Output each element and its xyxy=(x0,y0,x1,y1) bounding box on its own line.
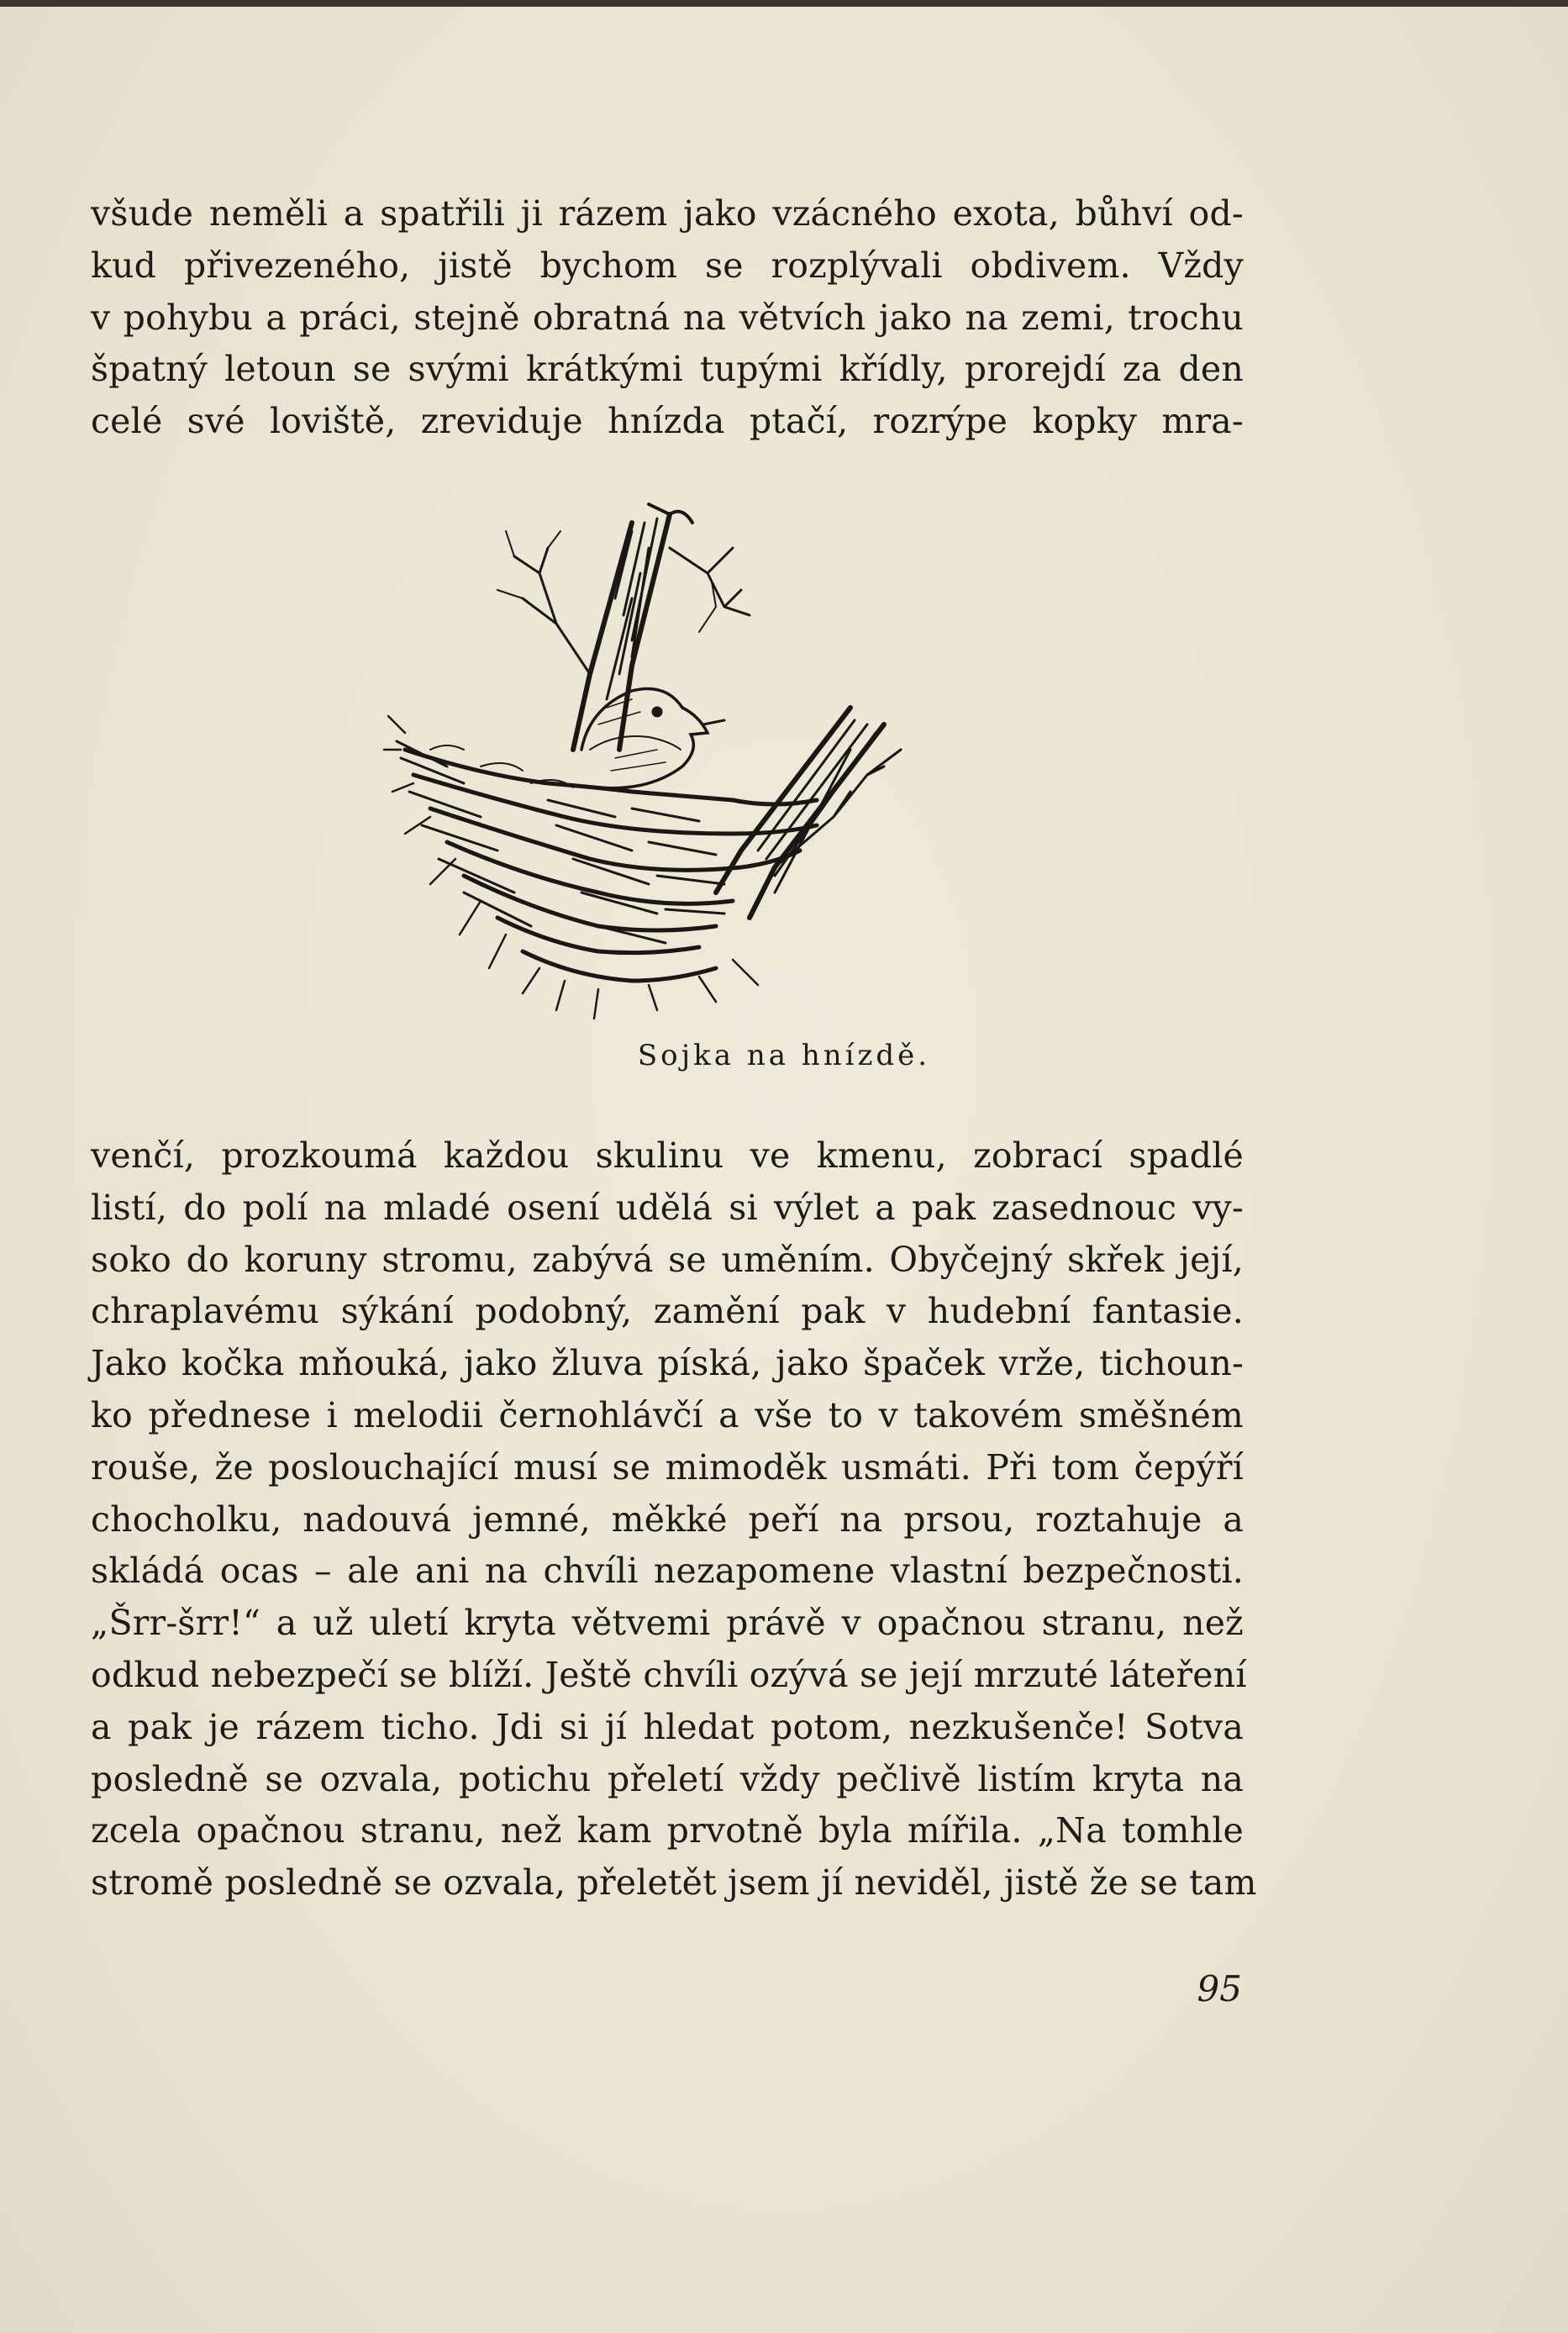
text-line: skládá ocas – ale ani na chvíli nezapomene vlastní bezpečnosti. xyxy=(91,1551,1244,1592)
text-line: venčí, prozkoumá každou skulinu ve kmenu, zobrací spadlé xyxy=(91,1135,1244,1176)
text-line: soko do koruny stromu, zabývá se uměním. Obyčejný skřek její, xyxy=(91,1239,1244,1280)
text-line: posledně se ozvala, potichu přeletí vždy pečlivě listím kryta na xyxy=(91,1758,1244,1799)
text-line: Jako kočka mňouká, jako žluva píská, jako špaček vrže, tichoun- xyxy=(91,1343,1244,1384)
text-line: rouše, že poslouchající musí se mimoděk usmáti. Při tom čepýří xyxy=(91,1446,1244,1488)
text-line: a pak je rázem ticho. Jdi si jí hledat potom, nezkušenče! Sotva xyxy=(91,1706,1244,1747)
text-line: v pohybu a práci, stejně obratná na větvích jako na zemi, trochu xyxy=(91,297,1244,338)
text-line: všude neměli a spatřili ji rázem jako vzácného exota, bůhví od- xyxy=(91,193,1244,234)
text-line: „Šrr-šrr!“ a už uletí kryta větvemi právě v opačnou stranu, než xyxy=(91,1603,1244,1644)
paragraph-top xyxy=(91,188,1244,448)
text-line: chocholku, nadouvá jemné, měkké peří na prsou, roztahuje a xyxy=(91,1498,1244,1540)
page-top-edge xyxy=(0,0,1568,7)
text-line: kud přivezeného, jistě bychom se rozplývali obdivem. Vždy xyxy=(91,245,1244,286)
illustration-caption: Sojka na hnízdě. xyxy=(637,1039,931,1072)
jay-nest-icon xyxy=(380,498,968,1035)
page-number: 95 xyxy=(1197,1968,1242,2009)
text-line: listí, do polí na mladé osení udělá si výlet a pak zasednouc vy- xyxy=(91,1187,1244,1228)
text-line: špatný letoun se svými krátkými tupými křídly, prorejdí za den xyxy=(91,349,1244,390)
text-line: odkud nebezpečí se blíží. Ještě chvíli ozývá se její mrzuté láteření xyxy=(91,1654,1247,1695)
text-line: stromě posledně se ozvala, přeletět jsem jí neviděl, jistě že se tam xyxy=(91,1862,1257,1904)
text-line: chraplavému sýkání podobný, zamění pak v hudební fantasie. xyxy=(91,1291,1244,1332)
text-line: ko přednese i melodii černohlávčí a vše to v takovém směšném xyxy=(91,1394,1244,1435)
text-line: celé své loviště, zreviduje hnízda ptačí, rozrýpe kopky mra- xyxy=(91,401,1244,442)
text-line: zcela opačnou stranu, než kam prvotně byla mířila. „Na tomhle xyxy=(91,1810,1244,1851)
paragraph-bottom xyxy=(91,1130,1257,1909)
